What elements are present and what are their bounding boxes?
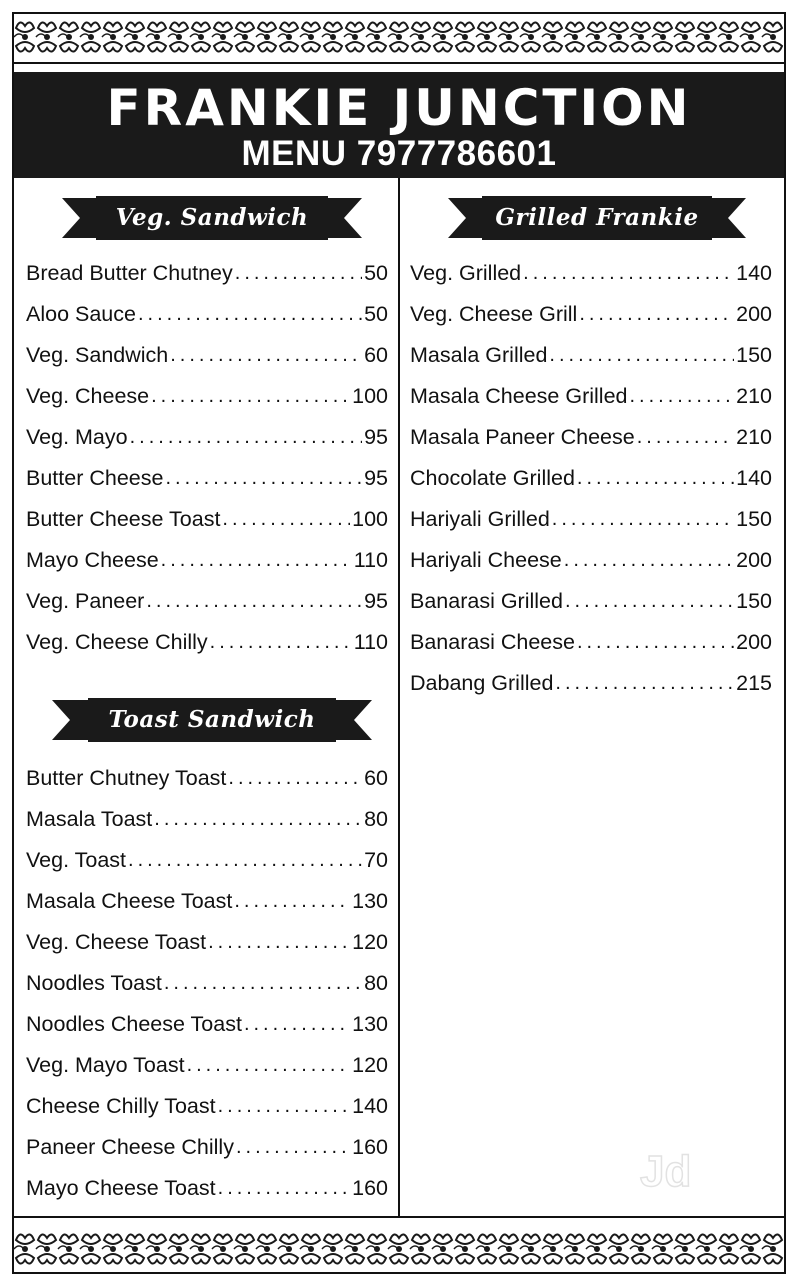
menu-item bbox=[26, 253, 388, 294]
item-price: 120 bbox=[352, 930, 388, 954]
ornament-motif bbox=[498, 1234, 518, 1263]
ornament-motif bbox=[58, 22, 78, 51]
ornamental-border-top bbox=[14, 14, 784, 60]
ornament-motif bbox=[718, 22, 738, 51]
menu-item bbox=[26, 840, 388, 881]
dot-leader bbox=[565, 590, 734, 613]
item-name: Veg. Cheese Chilly bbox=[26, 630, 208, 654]
item-price: 200 bbox=[736, 302, 772, 326]
ornament-motif bbox=[520, 1234, 540, 1263]
item-price: 60 bbox=[364, 766, 388, 790]
section-banner-grilled-frankie bbox=[448, 196, 746, 240]
ornament-motif bbox=[168, 22, 188, 51]
menu-item bbox=[410, 376, 772, 417]
ornament-motif bbox=[278, 22, 298, 51]
item-name: Masala Cheese Toast bbox=[26, 889, 233, 913]
dot-leader bbox=[577, 467, 734, 490]
ornament-motif bbox=[212, 22, 232, 51]
item-price: 160 bbox=[352, 1176, 388, 1200]
menu-phone: MENU 7977786601 bbox=[241, 134, 557, 173]
item-name: Veg. Mayo Toast bbox=[26, 1053, 185, 1077]
ornament-motif bbox=[300, 22, 320, 51]
item-price: 70 bbox=[364, 848, 388, 872]
item-name: Veg. Mayo bbox=[26, 425, 128, 449]
menu-item bbox=[26, 881, 388, 922]
menu-item bbox=[26, 963, 388, 1004]
dot-leader bbox=[170, 344, 362, 367]
ornament-motif bbox=[190, 1234, 210, 1263]
dot-leader bbox=[151, 385, 350, 408]
ornament-motif bbox=[586, 1234, 606, 1263]
menu-item bbox=[26, 294, 388, 335]
section-banner-veg-sandwich bbox=[62, 196, 362, 240]
toast-sandwich-list bbox=[26, 758, 388, 1209]
menu-item bbox=[26, 458, 388, 499]
ornament-motif bbox=[410, 22, 430, 51]
menu-item bbox=[26, 581, 388, 622]
ornament-motif bbox=[322, 1234, 342, 1263]
ornament-motif bbox=[80, 1234, 100, 1263]
menu-item bbox=[26, 1086, 388, 1127]
item-name: Banarasi Grilled bbox=[410, 589, 563, 613]
item-name: Chocolate Grilled bbox=[410, 466, 575, 490]
item-price: 50 bbox=[364, 302, 388, 326]
item-price: 50 bbox=[364, 261, 388, 285]
item-price: 160 bbox=[352, 1135, 388, 1159]
ornament-motif bbox=[696, 1234, 716, 1263]
dot-leader bbox=[228, 767, 362, 790]
dot-leader bbox=[218, 1177, 350, 1200]
item-name: Veg. Cheese Grill bbox=[410, 302, 578, 326]
menu-item bbox=[26, 335, 388, 376]
dot-leader bbox=[164, 972, 362, 995]
dot-leader bbox=[552, 508, 734, 531]
menu-item bbox=[26, 540, 388, 581]
item-name: Mayo Cheese bbox=[26, 548, 159, 572]
menu-item bbox=[26, 1004, 388, 1045]
item-price: 140 bbox=[736, 466, 772, 490]
ornament-motif bbox=[630, 22, 650, 51]
ornament-motif bbox=[168, 1234, 188, 1263]
item-name: Masala Paneer Cheese bbox=[410, 425, 635, 449]
section-title: Veg. Sandwich bbox=[115, 204, 309, 231]
ornament-motif bbox=[366, 1234, 386, 1263]
dot-leader bbox=[630, 385, 735, 408]
border-rule-bottom bbox=[14, 1216, 784, 1218]
item-price: 80 bbox=[364, 807, 388, 831]
ornament-motif bbox=[498, 22, 518, 51]
menu-item bbox=[26, 1168, 388, 1209]
dot-leader bbox=[138, 303, 362, 326]
ornament-motif bbox=[564, 1234, 584, 1263]
dot-leader bbox=[154, 808, 362, 831]
item-name: Masala Grilled bbox=[410, 343, 548, 367]
dot-leader bbox=[637, 426, 734, 449]
ornament-motif bbox=[432, 1234, 452, 1263]
section-title: Grilled Frankie bbox=[495, 204, 699, 231]
ornament-motif bbox=[718, 1234, 738, 1263]
menu-item bbox=[410, 499, 772, 540]
ornament-motif bbox=[740, 1234, 760, 1263]
menu-item bbox=[26, 922, 388, 963]
menu-item bbox=[410, 294, 772, 335]
ornament-motif bbox=[652, 22, 672, 51]
item-price: 150 bbox=[736, 507, 772, 531]
ornament-motif bbox=[256, 22, 276, 51]
item-price: 100 bbox=[352, 384, 388, 408]
item-name: Veg. Sandwich bbox=[26, 343, 169, 367]
item-price: 150 bbox=[736, 589, 772, 613]
ornament-motif bbox=[102, 1234, 122, 1263]
item-price: 110 bbox=[353, 548, 388, 572]
ornament-motif bbox=[124, 1234, 144, 1263]
dot-leader bbox=[187, 1054, 351, 1077]
menu-item bbox=[26, 417, 388, 458]
ornament-motif bbox=[388, 22, 408, 51]
dot-leader bbox=[577, 631, 734, 654]
ornament-motif bbox=[410, 1234, 430, 1263]
ornament-motif bbox=[674, 1234, 694, 1263]
item-name: Veg. Cheese bbox=[26, 384, 150, 408]
ornament-motif bbox=[234, 1234, 254, 1263]
dot-leader bbox=[210, 631, 352, 654]
dot-leader bbox=[128, 849, 362, 872]
item-name: Bread Butter Chutney bbox=[26, 261, 233, 285]
dot-leader bbox=[208, 931, 350, 954]
section-banner-toast-sandwich bbox=[52, 698, 372, 742]
menu-item bbox=[410, 540, 772, 581]
ornament-motif bbox=[740, 22, 760, 51]
ornament-motif bbox=[564, 22, 584, 51]
menu-header bbox=[14, 72, 784, 178]
ornament-motif bbox=[344, 22, 364, 51]
menu-item bbox=[410, 458, 772, 499]
menu-item bbox=[410, 622, 772, 663]
ornament-motif bbox=[454, 22, 474, 51]
dot-leader bbox=[579, 303, 734, 326]
ornamental-border-bottom bbox=[14, 1226, 784, 1272]
ornament-motif bbox=[542, 22, 562, 51]
item-name: Butter Cheese bbox=[26, 466, 164, 490]
item-price: 130 bbox=[352, 1012, 388, 1036]
ornament-motif bbox=[608, 22, 628, 51]
border-rule-top bbox=[14, 62, 784, 64]
dot-leader bbox=[218, 1095, 351, 1118]
watermark-text: Jd bbox=[640, 1147, 692, 1196]
item-price: 130 bbox=[352, 889, 388, 913]
ornament-motif bbox=[520, 22, 540, 51]
ornament-motif bbox=[476, 1234, 496, 1263]
ornament-motif bbox=[762, 1234, 782, 1263]
ornament-motif bbox=[212, 1234, 232, 1263]
item-price: 110 bbox=[353, 630, 388, 654]
item-name: Noodles Toast bbox=[26, 971, 162, 995]
ornament-motif bbox=[102, 22, 122, 51]
item-name: Hariyali Cheese bbox=[410, 548, 562, 572]
ornament-motif bbox=[454, 1234, 474, 1263]
item-name: Veg. Cheese Toast bbox=[26, 930, 207, 954]
menu-item bbox=[26, 376, 388, 417]
ornament-motif bbox=[146, 1234, 166, 1263]
ornament-motif bbox=[36, 1234, 56, 1263]
ornament-motif bbox=[696, 22, 716, 51]
item-name: Butter Cheese Toast bbox=[26, 507, 221, 531]
dot-leader bbox=[555, 672, 734, 695]
item-price: 100 bbox=[352, 507, 388, 531]
item-name: Hariyali Grilled bbox=[410, 507, 550, 531]
column-divider bbox=[398, 178, 400, 1218]
dot-leader bbox=[146, 590, 362, 613]
item-price: 210 bbox=[736, 384, 772, 408]
item-price: 200 bbox=[736, 630, 772, 654]
ornament-motif bbox=[432, 22, 452, 51]
ornament-motif bbox=[762, 22, 782, 51]
ornament-motif bbox=[190, 22, 210, 51]
dot-leader bbox=[523, 262, 734, 285]
item-price: 150 bbox=[736, 343, 772, 367]
dot-leader bbox=[235, 262, 362, 285]
item-price: 60 bbox=[364, 343, 388, 367]
ornament-motif bbox=[124, 22, 144, 51]
ornament-motif bbox=[58, 1234, 78, 1263]
ornament-motif bbox=[608, 1234, 628, 1263]
item-price: 80 bbox=[364, 971, 388, 995]
dot-leader bbox=[222, 508, 350, 531]
item-name: Paneer Cheese Chilly bbox=[26, 1135, 234, 1159]
ornament-motif bbox=[146, 22, 166, 51]
menu-item bbox=[410, 335, 772, 376]
item-price: 95 bbox=[364, 425, 388, 449]
dot-leader bbox=[236, 1136, 350, 1159]
menu-item bbox=[26, 1127, 388, 1168]
ornament-motif bbox=[80, 22, 100, 51]
menu-item bbox=[410, 253, 772, 294]
item-price: 210 bbox=[736, 425, 772, 449]
item-price: 140 bbox=[736, 261, 772, 285]
dot-leader bbox=[244, 1013, 350, 1036]
item-name: Masala Toast bbox=[26, 807, 153, 831]
dot-leader bbox=[165, 467, 362, 490]
item-name: Mayo Cheese Toast bbox=[26, 1176, 216, 1200]
dot-leader bbox=[564, 549, 734, 572]
ornament-motif bbox=[234, 22, 254, 51]
item-name: Veg. Grilled bbox=[410, 261, 522, 285]
item-price: 140 bbox=[352, 1094, 388, 1118]
item-name: Dabang Grilled bbox=[410, 671, 554, 695]
item-price: 215 bbox=[736, 671, 772, 695]
item-name: Veg. Toast bbox=[26, 848, 127, 872]
restaurant-name: FRANKIE JUNCTION bbox=[106, 79, 692, 137]
item-name: Butter Chutney Toast bbox=[26, 766, 227, 790]
dot-leader bbox=[234, 890, 350, 913]
grilled-frankie-list bbox=[410, 253, 772, 704]
menu-item bbox=[26, 1045, 388, 1086]
item-price: 95 bbox=[364, 589, 388, 613]
section-title: Toast Sandwich bbox=[108, 706, 316, 733]
ornament-motif bbox=[630, 1234, 650, 1263]
item-name: Noodles Cheese Toast bbox=[26, 1012, 242, 1036]
menu-item bbox=[410, 581, 772, 622]
dot-leader bbox=[130, 426, 362, 449]
item-name: Veg. Paneer bbox=[26, 589, 145, 613]
ornament-motif bbox=[14, 22, 34, 51]
ornament-motif bbox=[344, 1234, 364, 1263]
item-name: Cheese Chilly Toast bbox=[26, 1094, 216, 1118]
ornament-motif bbox=[278, 1234, 298, 1263]
dot-leader bbox=[549, 344, 734, 367]
ornament-motif bbox=[322, 22, 342, 51]
item-name: Masala Cheese Grilled bbox=[410, 384, 628, 408]
menu-item bbox=[410, 663, 772, 704]
jd-watermark bbox=[636, 1140, 696, 1200]
menu-item bbox=[26, 622, 388, 663]
ornament-motif bbox=[652, 1234, 672, 1263]
item-name: Banarasi Cheese bbox=[410, 630, 575, 654]
veg-sandwich-list bbox=[26, 253, 388, 663]
ornament-motif bbox=[366, 22, 386, 51]
ornament-motif bbox=[388, 1234, 408, 1263]
ornament-motif bbox=[476, 22, 496, 51]
ornament-motif bbox=[542, 1234, 562, 1263]
menu-item bbox=[26, 799, 388, 840]
dot-leader bbox=[161, 549, 352, 572]
item-price: 95 bbox=[364, 466, 388, 490]
menu-item bbox=[26, 758, 388, 799]
item-price: 200 bbox=[736, 548, 772, 572]
ornament-motif bbox=[256, 1234, 276, 1263]
item-name: Aloo Sauce bbox=[26, 302, 136, 326]
ornament-motif bbox=[14, 1234, 34, 1263]
ornament-motif bbox=[674, 22, 694, 51]
item-price: 120 bbox=[352, 1053, 388, 1077]
menu-item bbox=[26, 499, 388, 540]
ornament-motif bbox=[586, 22, 606, 51]
menu-item bbox=[410, 417, 772, 458]
ornament-motif bbox=[300, 1234, 320, 1263]
ornament-motif bbox=[36, 22, 56, 51]
